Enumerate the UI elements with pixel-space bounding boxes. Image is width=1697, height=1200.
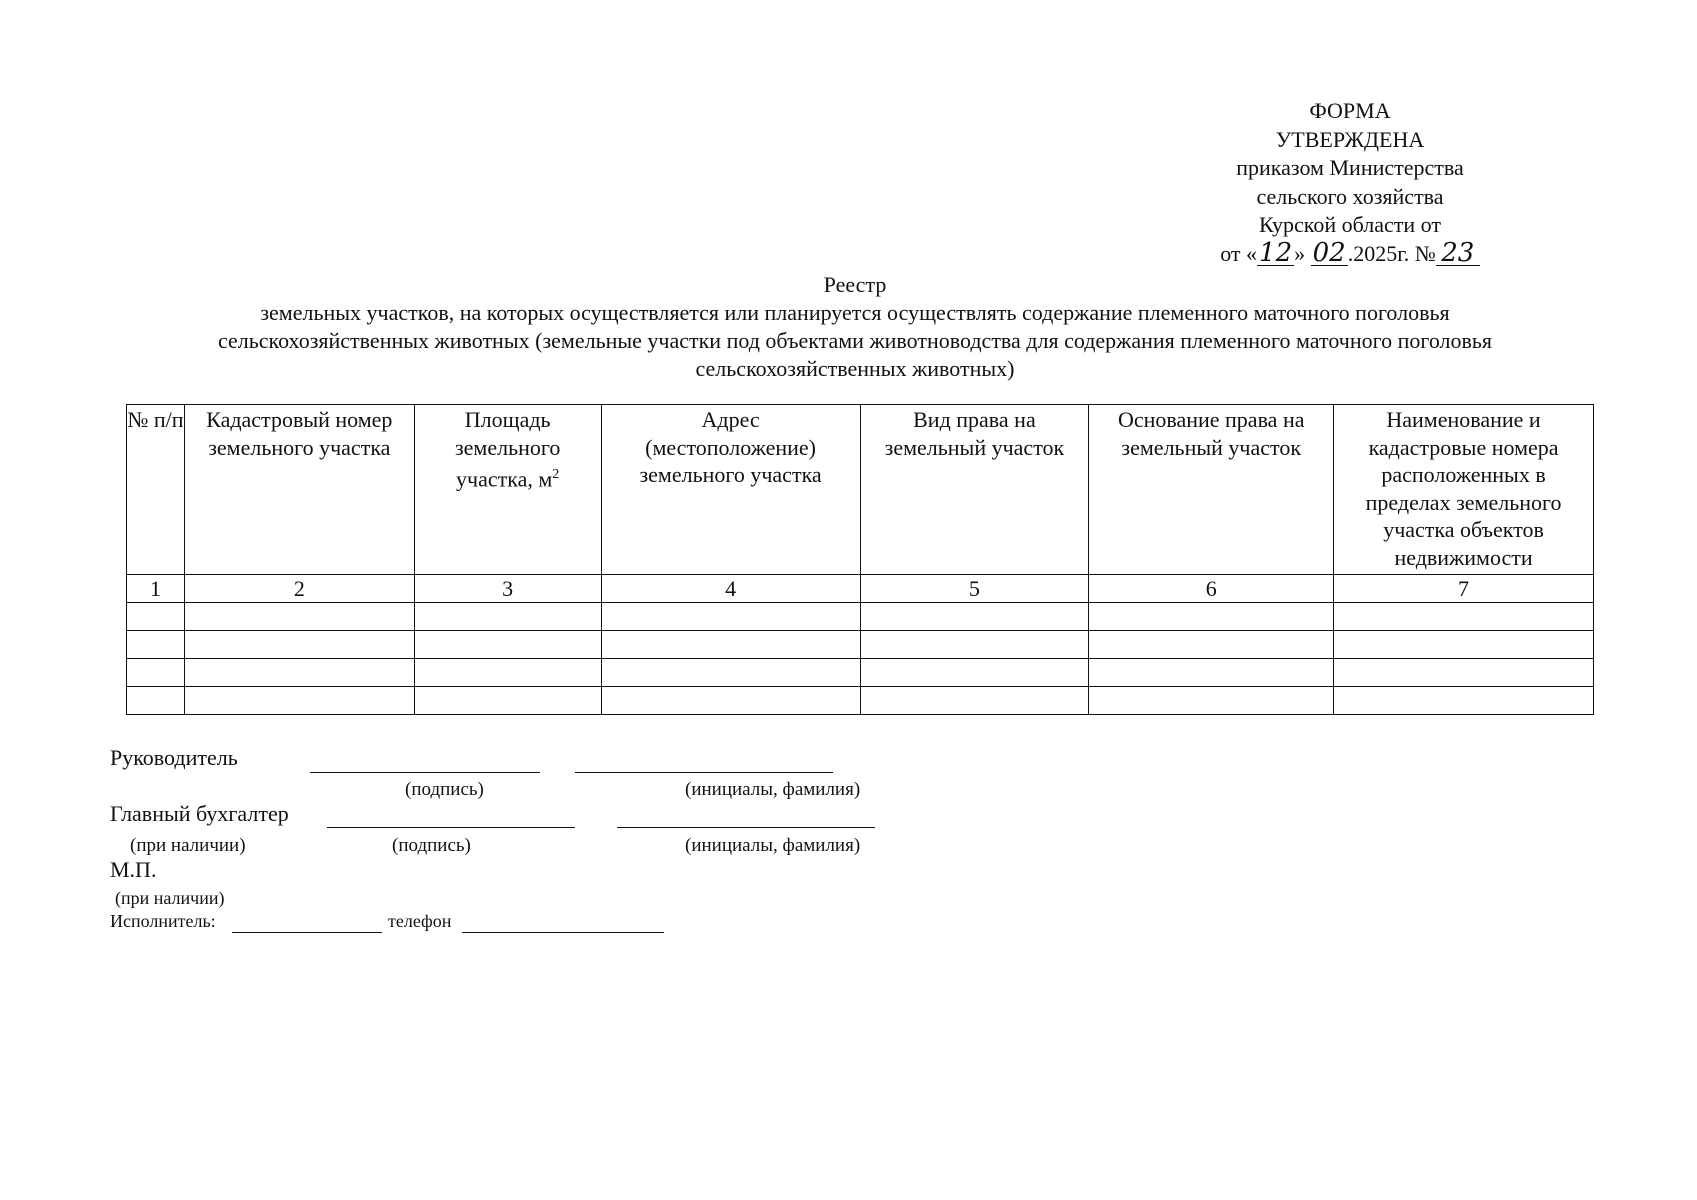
- table-cell: [1089, 687, 1334, 715]
- table-cell: [1089, 603, 1334, 631]
- head-label: Руководитель: [110, 745, 238, 770]
- column-number: 3: [414, 575, 601, 603]
- stamp-label: М.П.: [110, 857, 157, 882]
- head-name-line: [575, 772, 833, 773]
- header-cell-cadastral-number: Кадастровый номер земельного участка: [184, 405, 414, 575]
- table-cell: [127, 687, 185, 715]
- handwritten-order-number: 23: [1436, 241, 1480, 266]
- table-cell: [601, 603, 860, 631]
- handwritten-month: 02: [1312, 237, 1346, 268]
- title-line-3: сельскохозяйственных животных (земельные участки под объектами животноводства для содержания племенного маточного поголовья: [217, 328, 1493, 353]
- date-close: »: [1294, 240, 1306, 266]
- date-prefix: от «: [1220, 240, 1258, 266]
- table-row: [127, 603, 1594, 631]
- date-year-text: .2025г. №: [1347, 240, 1436, 266]
- table-cell: [860, 603, 1089, 631]
- head-signature-line: [310, 772, 540, 773]
- approval-order-line: приказом Министерства: [1236, 155, 1464, 180]
- table-cell: [414, 603, 601, 631]
- approval-region-line: Курской области от: [1259, 212, 1441, 237]
- header-cell-right-basis: Основание права на земельный участок: [1089, 405, 1334, 575]
- title-heading: Реестр: [823, 272, 887, 297]
- head-signature-caption: (подпись): [405, 779, 484, 800]
- table-cell: [184, 631, 414, 659]
- table-cell: [127, 659, 185, 687]
- table-cell: [1334, 687, 1594, 715]
- header-area-superscript: 2: [552, 467, 560, 482]
- table-cell: [414, 631, 601, 659]
- table-cell: [1089, 631, 1334, 659]
- approval-date-line: [1190, 237, 1510, 269]
- column-number: 1: [127, 575, 185, 603]
- table-row: [127, 631, 1594, 659]
- header-cell-address: Адрес (местоположение) земельного участка: [601, 405, 860, 575]
- executor-label: Исполнитель:: [110, 911, 216, 931]
- header-cell-real-estate-objects: Наименование и кадастровые номера расположенных в пределах земельного участка объектов недвижимости: [1334, 405, 1594, 575]
- table-cell: [601, 631, 860, 659]
- title-line-4: сельскохозяйственных животных): [695, 356, 1015, 381]
- head-name-caption: (инициалы, фамилия): [685, 779, 861, 800]
- accountant-name-line: [617, 827, 875, 828]
- accountant-if-available: (при наличии): [130, 835, 246, 856]
- header-area-label: Площадь земельного участка, м: [454, 407, 561, 492]
- approval-ministry-line: сельского хозяйства: [1256, 183, 1444, 209]
- phone-label: телефон: [388, 911, 452, 931]
- table-header-row: [127, 405, 1594, 575]
- phone-line: [462, 932, 664, 933]
- approval-block: [1190, 97, 1510, 268]
- accountant-signature-line: [327, 827, 575, 828]
- table-cell: [184, 659, 414, 687]
- table-cell: [860, 631, 1089, 659]
- registry-table: [126, 404, 1594, 715]
- registry-title: [100, 271, 1610, 383]
- table-cell: [860, 659, 1089, 687]
- approval-form-label: ФОРМА: [1309, 98, 1391, 123]
- column-number: 5: [860, 575, 1089, 603]
- header-cell-right-type: Вид права на земельный участок: [860, 405, 1089, 575]
- header-cell-area: [414, 405, 601, 575]
- table-row: [127, 659, 1594, 687]
- column-number: 6: [1089, 575, 1334, 603]
- column-numbers-row: [127, 575, 1594, 603]
- column-number: 7: [1334, 575, 1594, 603]
- accountant-label: Главный бухгалтер: [110, 801, 289, 826]
- table-cell: [1334, 603, 1594, 631]
- stamp-if-available: (при наличии): [115, 888, 225, 908]
- header-cell-number: № п/п: [127, 405, 185, 575]
- table-cell: [184, 687, 414, 715]
- table-cell: [1334, 659, 1594, 687]
- table-cell: [860, 687, 1089, 715]
- executor-line: [232, 932, 382, 933]
- table-cell: [127, 603, 185, 631]
- table-cell: [1334, 631, 1594, 659]
- accountant-signature-caption: (подпись): [392, 835, 471, 856]
- table-cell: [414, 659, 601, 687]
- table-cell: [601, 687, 860, 715]
- accountant-name-caption: (инициалы, фамилия): [685, 835, 861, 856]
- table-cell: [1089, 659, 1334, 687]
- column-number: 4: [601, 575, 860, 603]
- approval-approved-label: УТВЕРЖДЕНА: [1275, 126, 1425, 152]
- table-cell: [601, 659, 860, 687]
- table-cell: [414, 687, 601, 715]
- table-cell: [127, 631, 185, 659]
- handwritten-day: 12: [1259, 237, 1293, 268]
- title-line-2: земельных участков, на которых осуществляется или планируется осуществлять содержание племенного маточного поголовья: [260, 300, 1450, 325]
- column-number: 2: [184, 575, 414, 603]
- table-cell: [184, 603, 414, 631]
- table-row: [127, 687, 1594, 715]
